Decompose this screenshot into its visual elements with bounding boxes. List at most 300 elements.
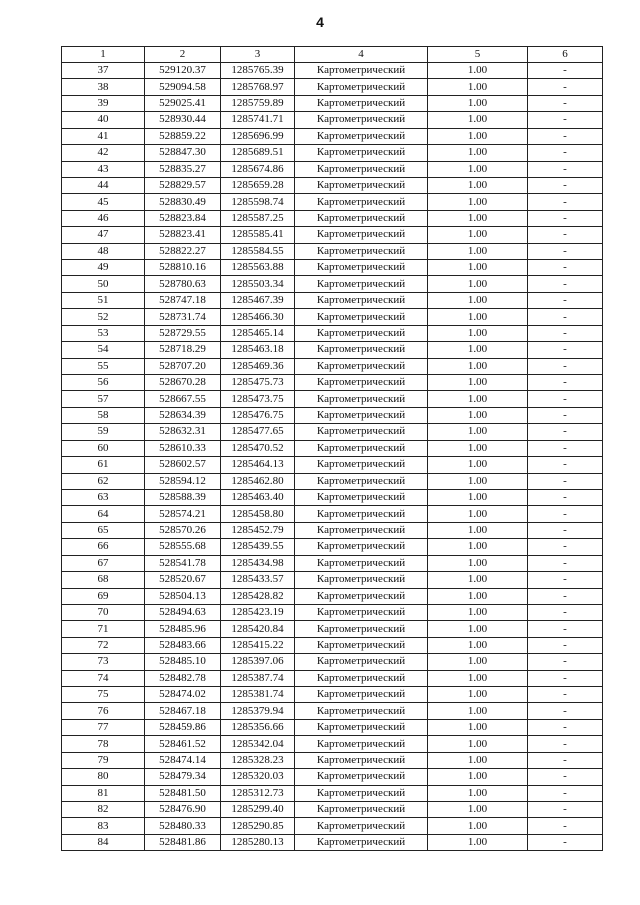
table-cell: 528780.63 <box>145 276 221 292</box>
table-cell: - <box>528 375 603 391</box>
table-cell: Картометрический <box>295 260 428 276</box>
table-cell: 1285466.30 <box>221 309 295 325</box>
table-cell: 1.00 <box>428 407 528 423</box>
table-cell: 1.00 <box>428 276 528 292</box>
table-cell: 529025.41 <box>145 95 221 111</box>
table-cell: 76 <box>62 703 145 719</box>
table-cell: 77 <box>62 719 145 735</box>
table-cell: 1.00 <box>428 637 528 653</box>
table-cell: 51 <box>62 292 145 308</box>
table-cell: 528541.78 <box>145 555 221 571</box>
table-cell: 48 <box>62 243 145 259</box>
table-cell: - <box>528 703 603 719</box>
table-cell: 1285299.40 <box>221 801 295 817</box>
table-cell: 1285598.74 <box>221 194 295 210</box>
table-cell: 1.00 <box>428 555 528 571</box>
table-cell: Картометрический <box>295 506 428 522</box>
header-cell: 6 <box>528 47 603 63</box>
table-cell: 1285428.82 <box>221 588 295 604</box>
table-cell: 528822.27 <box>145 243 221 259</box>
table-cell: - <box>528 391 603 407</box>
table-cell: 528474.14 <box>145 752 221 768</box>
table-cell: 57 <box>62 391 145 407</box>
table-cell: - <box>528 801 603 817</box>
table-row <box>62 128 603 144</box>
table-cell: 529120.37 <box>145 63 221 79</box>
table-cell: 72 <box>62 637 145 653</box>
table-cell: Картометрический <box>295 440 428 456</box>
table-cell: 1.00 <box>428 210 528 226</box>
table-cell: 78 <box>62 736 145 752</box>
table-row <box>62 457 603 473</box>
table-cell: Картометрический <box>295 112 428 128</box>
table-cell: 1285463.18 <box>221 342 295 358</box>
table-cell: 70 <box>62 604 145 620</box>
table-cell: - <box>528 719 603 735</box>
table-cell: Картометрический <box>295 637 428 653</box>
table-cell: 528480.33 <box>145 818 221 834</box>
table-cell: 528823.41 <box>145 227 221 243</box>
table-cell: 1.00 <box>428 834 528 850</box>
header-cell: 3 <box>221 47 295 63</box>
table-row <box>62 588 603 604</box>
header-cell: 2 <box>145 47 221 63</box>
table-cell: 1285464.13 <box>221 457 295 473</box>
table-cell: 43 <box>62 161 145 177</box>
table-cell: - <box>528 227 603 243</box>
table-cell: 1285439.55 <box>221 539 295 555</box>
table-row <box>62 539 603 555</box>
table-row <box>62 736 603 752</box>
table-row <box>62 637 603 653</box>
table-cell: 62 <box>62 473 145 489</box>
table-cell: Картометрический <box>295 177 428 193</box>
table-cell: 1285379.94 <box>221 703 295 719</box>
table-cell: Картометрический <box>295 818 428 834</box>
table-cell: - <box>528 325 603 341</box>
table-cell: Картометрический <box>295 621 428 637</box>
table-row <box>62 687 603 703</box>
table-cell: 528570.26 <box>145 522 221 538</box>
table-cell: Картометрический <box>295 719 428 735</box>
table-cell: 59 <box>62 424 145 440</box>
table-cell: 1285320.03 <box>221 769 295 785</box>
table-cell: 74 <box>62 670 145 686</box>
table-cell: 1.00 <box>428 489 528 505</box>
table-cell: Картометрический <box>295 424 428 440</box>
table-cell: Картометрический <box>295 407 428 423</box>
table-cell: 528483.66 <box>145 637 221 653</box>
table-row <box>62 489 603 505</box>
table-cell: 1285342.04 <box>221 736 295 752</box>
table-cell: - <box>528 473 603 489</box>
table-cell: 1.00 <box>428 769 528 785</box>
table-cell: 1.00 <box>428 473 528 489</box>
table-cell: 1285659.28 <box>221 177 295 193</box>
table-cell: 528632.31 <box>145 424 221 440</box>
table-cell: 1285563.88 <box>221 260 295 276</box>
page-number: 4 <box>316 14 324 30</box>
table-cell: Картометрический <box>295 145 428 161</box>
table-row <box>62 243 603 259</box>
header-cell: 5 <box>428 47 528 63</box>
table-cell: - <box>528 63 603 79</box>
table-row <box>62 95 603 111</box>
table-cell: - <box>528 161 603 177</box>
table-cell: 528835.27 <box>145 161 221 177</box>
table-row <box>62 752 603 768</box>
table-row <box>62 572 603 588</box>
table-cell: 41 <box>62 128 145 144</box>
table-cell: 1285420.84 <box>221 621 295 637</box>
table-cell: 1285503.34 <box>221 276 295 292</box>
table-cell: 1.00 <box>428 95 528 111</box>
table-cell: 1285462.80 <box>221 473 295 489</box>
table-cell: 40 <box>62 112 145 128</box>
table-cell: 528830.49 <box>145 194 221 210</box>
table-cell: 56 <box>62 375 145 391</box>
table-cell: 1285768.97 <box>221 79 295 95</box>
table-row <box>62 818 603 834</box>
table-cell: 1285476.75 <box>221 407 295 423</box>
table-header <box>62 47 603 63</box>
table-cell: Картометрический <box>295 736 428 752</box>
table-cell: - <box>528 506 603 522</box>
table-cell: 1.00 <box>428 227 528 243</box>
table-cell: 1.00 <box>428 391 528 407</box>
table-cell: - <box>528 128 603 144</box>
table-cell: 61 <box>62 457 145 473</box>
table-cell: Картометрический <box>295 555 428 571</box>
table-cell: Картометрический <box>295 522 428 538</box>
table-cell: 47 <box>62 227 145 243</box>
table-cell: 528847.30 <box>145 145 221 161</box>
table-cell: 528494.63 <box>145 604 221 620</box>
table-cell: 39 <box>62 95 145 111</box>
table-row <box>62 309 603 325</box>
table-cell: 528461.52 <box>145 736 221 752</box>
table-cell: Картометрический <box>295 161 428 177</box>
table-cell: - <box>528 112 603 128</box>
table-cell: 1.00 <box>428 79 528 95</box>
table-cell: 528520.67 <box>145 572 221 588</box>
table-row <box>62 440 603 456</box>
table-row <box>62 325 603 341</box>
table-cell: 528930.44 <box>145 112 221 128</box>
table-cell: 1285381.74 <box>221 687 295 703</box>
table-cell: Картометрический <box>295 358 428 374</box>
table-cell: 528485.10 <box>145 654 221 670</box>
table-cell: 1.00 <box>428 670 528 686</box>
table-cell: 53 <box>62 325 145 341</box>
table-cell: 1285463.40 <box>221 489 295 505</box>
table-cell: Картометрический <box>295 325 428 341</box>
table-cell: - <box>528 424 603 440</box>
table-cell: 49 <box>62 260 145 276</box>
table-cell: 1285759.89 <box>221 95 295 111</box>
table-cell: 1.00 <box>428 539 528 555</box>
table-cell: 1.00 <box>428 818 528 834</box>
table-cell: 1285475.73 <box>221 375 295 391</box>
table-cell: - <box>528 588 603 604</box>
table-cell: Картометрический <box>295 63 428 79</box>
table-row <box>62 785 603 801</box>
table-cell: 46 <box>62 210 145 226</box>
table-cell: Картометрический <box>295 588 428 604</box>
table-cell: 58 <box>62 407 145 423</box>
table-cell: 1285587.25 <box>221 210 295 226</box>
table-cell: 1285467.39 <box>221 292 295 308</box>
table-cell: - <box>528 177 603 193</box>
table-cell: 1285465.14 <box>221 325 295 341</box>
table-cell: 75 <box>62 687 145 703</box>
table-row <box>62 473 603 489</box>
table-cell: 82 <box>62 801 145 817</box>
table-cell: - <box>528 752 603 768</box>
table-cell: 1.00 <box>428 752 528 768</box>
table-cell: 1.00 <box>428 145 528 161</box>
table-row <box>62 621 603 637</box>
table-cell: 528481.50 <box>145 785 221 801</box>
table-cell: 1285423.19 <box>221 604 295 620</box>
table-cell: 69 <box>62 588 145 604</box>
table-cell: Картометрический <box>295 785 428 801</box>
table-cell: 1285434.98 <box>221 555 295 571</box>
table-row <box>62 555 603 571</box>
table-cell: 1.00 <box>428 358 528 374</box>
table-cell: 52 <box>62 309 145 325</box>
table-cell: - <box>528 440 603 456</box>
table-cell: - <box>528 358 603 374</box>
table-cell: 528859.22 <box>145 128 221 144</box>
table-cell: Картометрический <box>295 769 428 785</box>
table-row <box>62 177 603 193</box>
table-cell: Картометрический <box>295 703 428 719</box>
table-cell: 1.00 <box>428 342 528 358</box>
table-cell: 83 <box>62 818 145 834</box>
table-cell: - <box>528 687 603 703</box>
table-cell: Картометрический <box>295 309 428 325</box>
table-cell: 528594.12 <box>145 473 221 489</box>
table-cell: 528729.55 <box>145 325 221 341</box>
table-row <box>62 112 603 128</box>
table-cell: 1285452.79 <box>221 522 295 538</box>
table-cell: 73 <box>62 654 145 670</box>
table-cell: - <box>528 276 603 292</box>
table-cell: 66 <box>62 539 145 555</box>
table-cell: 528479.34 <box>145 769 221 785</box>
table-cell: 1285470.52 <box>221 440 295 456</box>
table-cell: 1285741.71 <box>221 112 295 128</box>
table-cell: - <box>528 489 603 505</box>
table-cell: Картометрический <box>295 79 428 95</box>
table-cell: 84 <box>62 834 145 850</box>
table-cell: Картометрический <box>295 391 428 407</box>
table-cell: 1.00 <box>428 588 528 604</box>
table-cell: 1.00 <box>428 522 528 538</box>
table-cell: 1.00 <box>428 375 528 391</box>
table-row <box>62 210 603 226</box>
table-cell: 1285674.86 <box>221 161 295 177</box>
table-cell: 528718.29 <box>145 342 221 358</box>
table-cell: 528810.16 <box>145 260 221 276</box>
table-cell: 1285397.06 <box>221 654 295 670</box>
table-cell: 63 <box>62 489 145 505</box>
table-cell: - <box>528 654 603 670</box>
table-cell: 528731.74 <box>145 309 221 325</box>
table-cell: 528670.28 <box>145 375 221 391</box>
table-row <box>62 506 603 522</box>
table-row <box>62 654 603 670</box>
table-cell: 1.00 <box>428 457 528 473</box>
table-cell: 44 <box>62 177 145 193</box>
table-cell: 1285290.85 <box>221 818 295 834</box>
table-cell: - <box>528 555 603 571</box>
table-cell: 1285689.51 <box>221 145 295 161</box>
table-cell: 528474.02 <box>145 687 221 703</box>
table-cell: - <box>528 145 603 161</box>
table-cell: 529094.58 <box>145 79 221 95</box>
table-cell: - <box>528 637 603 653</box>
table-cell: - <box>528 539 603 555</box>
table-cell: 528476.90 <box>145 801 221 817</box>
table-cell: 1.00 <box>428 440 528 456</box>
table-cell: 71 <box>62 621 145 637</box>
table-cell: - <box>528 309 603 325</box>
table-row <box>62 145 603 161</box>
table-cell: 1.00 <box>428 687 528 703</box>
table-cell: 528482.78 <box>145 670 221 686</box>
table-row <box>62 375 603 391</box>
table-cell: - <box>528 572 603 588</box>
table-cell: 1285280.13 <box>221 834 295 850</box>
table-cell: 528588.39 <box>145 489 221 505</box>
table-cell: 528602.57 <box>145 457 221 473</box>
table-cell: 1.00 <box>428 128 528 144</box>
table-cell: 528574.21 <box>145 506 221 522</box>
table-cell: Картометрический <box>295 194 428 210</box>
table-cell: 528747.18 <box>145 292 221 308</box>
table-cell: 54 <box>62 342 145 358</box>
table-row <box>62 834 603 850</box>
table-cell: Картометрический <box>295 210 428 226</box>
table-cell: Картометрический <box>295 95 428 111</box>
table-cell: 528707.20 <box>145 358 221 374</box>
header-cell: 1 <box>62 47 145 63</box>
table-cell: 60 <box>62 440 145 456</box>
table-cell: 45 <box>62 194 145 210</box>
table-row <box>62 801 603 817</box>
table-row <box>62 292 603 308</box>
table-cell: Картометрический <box>295 834 428 850</box>
table-cell: 1.00 <box>428 161 528 177</box>
table-body <box>62 63 603 851</box>
table-cell: 1.00 <box>428 506 528 522</box>
table-cell: 79 <box>62 752 145 768</box>
table-cell: 50 <box>62 276 145 292</box>
table-row <box>62 276 603 292</box>
table-cell: - <box>528 670 603 686</box>
table-cell: Картометрический <box>295 473 428 489</box>
table-cell: - <box>528 604 603 620</box>
table-cell: Картометрический <box>295 752 428 768</box>
table-cell: - <box>528 457 603 473</box>
table-cell: 55 <box>62 358 145 374</box>
table-cell: - <box>528 95 603 111</box>
table-cell: Картометрический <box>295 128 428 144</box>
table-cell: 1.00 <box>428 243 528 259</box>
table-cell: 37 <box>62 63 145 79</box>
table-cell: - <box>528 210 603 226</box>
coordinates-table <box>61 46 603 851</box>
table-cell: - <box>528 194 603 210</box>
table-cell: 1.00 <box>428 292 528 308</box>
table-cell: 528667.55 <box>145 391 221 407</box>
table-cell: 528610.33 <box>145 440 221 456</box>
table-cell: 1.00 <box>428 801 528 817</box>
table-row <box>62 407 603 423</box>
table-cell: 1.00 <box>428 260 528 276</box>
table-cell: 81 <box>62 785 145 801</box>
table-cell: 42 <box>62 145 145 161</box>
table-cell: - <box>528 243 603 259</box>
table-cell: 1.00 <box>428 309 528 325</box>
table-cell: 1285585.41 <box>221 227 295 243</box>
table-cell: 68 <box>62 572 145 588</box>
table-row <box>62 260 603 276</box>
table-row <box>62 63 603 79</box>
table-cell: Картометрический <box>295 292 428 308</box>
table-cell: 1285356.66 <box>221 719 295 735</box>
table-cell: 528504.13 <box>145 588 221 604</box>
table-cell: 528555.68 <box>145 539 221 555</box>
table-cell: 1285584.55 <box>221 243 295 259</box>
table-row <box>62 424 603 440</box>
table-cell: 1285458.80 <box>221 506 295 522</box>
table-cell: 1285765.39 <box>221 63 295 79</box>
table-cell: 1.00 <box>428 325 528 341</box>
table-row <box>62 194 603 210</box>
table-row <box>62 703 603 719</box>
table-cell: Картометрический <box>295 572 428 588</box>
table-cell: 65 <box>62 522 145 538</box>
table-cell: 1.00 <box>428 194 528 210</box>
table-cell: 1285328.23 <box>221 752 295 768</box>
table-cell: Картометрический <box>295 342 428 358</box>
table-cell: Картометрический <box>295 375 428 391</box>
header-cell: 4 <box>295 47 428 63</box>
table-cell: 1285312.73 <box>221 785 295 801</box>
table-cell: 528481.86 <box>145 834 221 850</box>
table-cell: Картометрический <box>295 801 428 817</box>
table-cell: 1285696.99 <box>221 128 295 144</box>
table-cell: - <box>528 785 603 801</box>
table-cell: - <box>528 736 603 752</box>
table-cell: 1.00 <box>428 654 528 670</box>
table-cell: Картометрический <box>295 687 428 703</box>
table-cell: 1.00 <box>428 621 528 637</box>
table-cell: Картометрический <box>295 539 428 555</box>
table-cell: 1.00 <box>428 572 528 588</box>
table-row <box>62 670 603 686</box>
table-cell: - <box>528 522 603 538</box>
table-cell: 528467.18 <box>145 703 221 719</box>
table-cell: - <box>528 769 603 785</box>
table-cell: Картометрический <box>295 457 428 473</box>
table-cell: 528829.57 <box>145 177 221 193</box>
table-cell: Картометрический <box>295 654 428 670</box>
table-cell: 1285387.74 <box>221 670 295 686</box>
